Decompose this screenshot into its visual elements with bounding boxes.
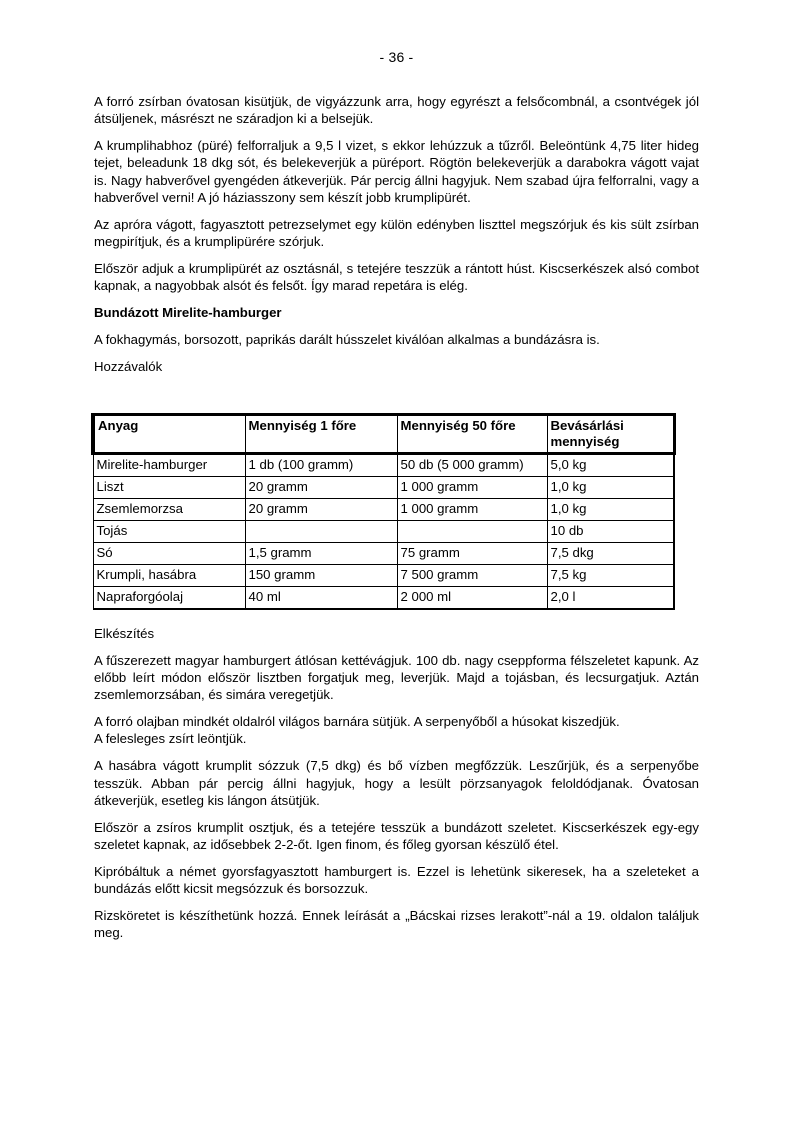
table-cell: 2 000 ml [397, 587, 547, 610]
table-header-row [93, 415, 674, 454]
preparation-paragraph: Kipróbáltuk a német gyorsfagyasztott hamburgert is. Ezzel is lehetünk sikeresek, ha a szeleteket a bundázás előtt kicsit megsózzuk és borsozzuk. [94, 863, 699, 897]
intro-paragraph: Először adjuk a krumplipürét az osztásnál, s tetejére teszzük a rántott húst. Kiscserkészek alsó combot kapnak, a nagyobbak alsót és felsőt. Így marad repetára is elég. [94, 260, 699, 294]
table-cell: 1,5 gramm [245, 543, 397, 565]
column-header: Mennyiség 50 főre [397, 415, 547, 454]
table-cell: 2,0 l [547, 587, 674, 610]
preparation-paragraph: A hasábra vágott krumplit sózzuk (7,5 dkg) és bő vízben megfőzzük. Leszűrjük, és a serpenyőbe tesszük. Abban pár percig állni hagyjuk, hogy a lesült pörzsanyagok feloldódjanak. Óvatosan átkeverjük, esetleg kis lángon átsütjük. [94, 758, 699, 808]
table-row [93, 477, 674, 499]
table-row [93, 499, 674, 521]
table-cell: 5,0 kg [547, 454, 674, 477]
table-cell: Napraforgóolaj [93, 587, 245, 610]
preparation-section [94, 625, 699, 951]
table-cell: Só [93, 543, 245, 565]
table-cell: 20 gramm [245, 477, 397, 499]
column-header: Anyag [93, 415, 245, 454]
preparation-paragraph: A forró olajban mindkét oldalról világos barnára sütjük. A serpenyőből a húsokat kiszedjük. [94, 714, 620, 730]
table-cell: 40 ml [245, 587, 397, 610]
intro-paragraph: Az apróra vágott, fagyasztott petrezselymet egy külön edényben liszttel megszórjuk és kis sült zsírban megpirítjuk, és a krumplipürére szórjuk. [94, 216, 699, 250]
table-cell: Liszt [93, 477, 245, 499]
table-cell: 1,0 kg [547, 477, 674, 499]
table-cell: 50 db (5 000 gramm) [397, 454, 547, 477]
intro-paragraph: A forró zsírban óvatosan kisütjük, de vigyázzunk arra, hogy egyrészt a felsőcombnál, a csontvégek jól átsüljenek, másrészt ne száradjon ki a belsejük. [94, 94, 699, 127]
intro-paragraph: A krumplihabhoz (püré) felforraljuk a 9,5 l vizet, s ekkor lehúzzuk a tűzről. Beleöntünk 4,75 liter hideg tejet, beleadunk 18 dkg sót, és belekeverjük a püréport. Rögtön belekeverjük a darabokra vágott vajat is. Nagy habverővel gyengéden átkeverjük. Pár percig állni hagyjuk. Nem szabad újra felforralni, vagy a habverővel verni! A jó háziasszony sem készít jobb krumplipürét. [94, 138, 699, 205]
preparation-paragraph: A felesleges zsírt leöntjük. [94, 731, 247, 747]
page-number: - 36 - [379, 49, 414, 65]
recipe-title: Bundázott Mirelite-hamburger [94, 304, 282, 320]
table-cell: 7 500 gramm [397, 565, 547, 587]
table-row [93, 454, 674, 477]
table-cell: 10 db [547, 521, 674, 543]
column-header: Bevásárlási mennyiség [547, 415, 674, 454]
preparation-paragraph: Rizsköretet is készíthetünk hozzá. Ennek leírását a „Bácskai rizses lerakott”-nál a 19. oldalon találjuk meg. [94, 907, 699, 941]
table-cell: Mirelite-hamburger [93, 454, 245, 477]
table-row [93, 587, 674, 610]
table-cell: 7,5 kg [547, 565, 674, 587]
preparation-heading: Elkészítés [94, 626, 155, 641]
table-row [93, 565, 674, 587]
table-cell: Krumpli, hasábra [93, 565, 245, 587]
table-row [93, 521, 674, 543]
preparation-paragraph: Először a zsíros krumplit osztjuk, és a tetejére tesszük a bundázott szeletet. Kiscserkészek egy-egy szeletet kapnak, az idősebbek 2-2-őt. Igen finom, és főleg gyorsan készülő étel. [94, 819, 699, 852]
table-cell: Zsemlemorzsa [93, 499, 245, 521]
table-cell: Tojás [93, 521, 245, 543]
recipe-description: A fokhagymás, borsozott, paprikás darált hússzelet kiválóan alkalmas a bundázásra is. [94, 331, 600, 347]
table-cell: 150 gramm [245, 565, 397, 587]
table-cell: 1 db (100 gramm) [245, 454, 397, 477]
page-content [94, 93, 699, 384]
ingredients-heading: Hozzávalók [94, 358, 163, 374]
table-cell: 1 000 gramm [397, 499, 547, 521]
table-cell: 7,5 dkg [547, 543, 674, 565]
table-cell: 1,0 kg [547, 499, 674, 521]
ingredients-table [91, 413, 676, 610]
table-row [93, 543, 674, 565]
table-cell [397, 521, 547, 543]
table-cell: 20 gramm [245, 499, 397, 521]
column-header: Mennyiség 1 főre [245, 415, 397, 454]
table-cell: 1 000 gramm [397, 477, 547, 499]
table-cell [245, 521, 397, 543]
preparation-paragraph: A fűszerezett magyar hamburgert átlósan kettévágjuk. 100 db. nagy cseppforma félszeletet kapunk. Az előbb leírt módon először lisztben forgatjuk meg, leverjük. Majd a tojásban, és lecsurgatjuk. Aztán zsemlemorzsában, és simára veregetjük. [94, 652, 699, 703]
table-cell: 75 gramm [397, 543, 547, 565]
